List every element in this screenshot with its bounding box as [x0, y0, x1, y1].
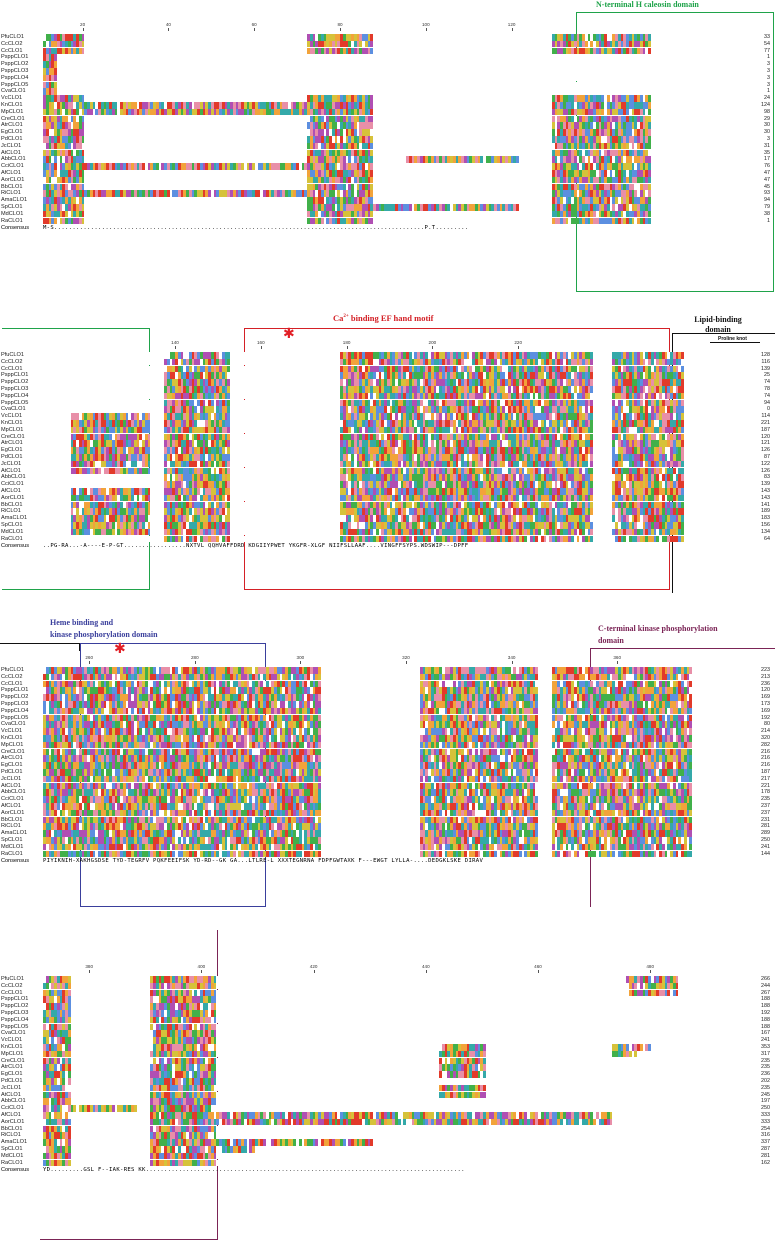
alignment-row	[43, 156, 703, 163]
residue-cell	[700, 48, 703, 55]
residue-cell	[700, 88, 703, 95]
ruler-tick-mark	[426, 28, 427, 31]
residue-cell	[700, 41, 703, 48]
sequence-name: PsppCLO2	[1, 61, 43, 68]
sequence-name: AorCLO1	[1, 177, 43, 184]
ruler-tick-mark	[340, 28, 341, 31]
residue-cell	[700, 61, 703, 68]
alignment-row	[43, 143, 703, 150]
ruler-tick-label: 20	[80, 22, 85, 27]
sequence-name: AbbCLO1	[1, 156, 43, 163]
ruler-tick-mark	[254, 28, 255, 31]
sequence-name: CreCLO1	[1, 116, 43, 123]
alignment-row	[43, 136, 703, 143]
sequence-names	[1, 34, 43, 224]
residue-cell	[700, 109, 703, 116]
sequence-name: CciCLO1	[1, 163, 43, 170]
alignment-panel-1	[0, 0, 775, 290]
alignment-row	[43, 75, 703, 82]
alignment-row	[43, 122, 703, 129]
ruler-tick-mark	[168, 28, 169, 31]
sequence-name: JcCLO1	[1, 143, 43, 150]
sequence-name: PsppCLO5	[1, 82, 43, 89]
residue-cell	[700, 129, 703, 136]
alignment-row	[43, 95, 703, 102]
sequence-name: AmaCLO1	[1, 197, 43, 204]
sequence-matrix	[43, 34, 703, 224]
sequence-name: CcCLO1	[1, 48, 43, 55]
residue-cell	[700, 136, 703, 143]
ruler-tick-label: 40	[166, 22, 171, 27]
alignment-row	[43, 116, 703, 123]
alignment-row	[43, 129, 703, 136]
residue-cell	[700, 82, 703, 89]
sequence-name: KnCLO1	[1, 102, 43, 109]
residue-cell	[700, 156, 703, 163]
alignment-row	[43, 170, 703, 177]
sequence-name: AfCLO1	[1, 170, 43, 177]
sequence-name: PsppCLO1	[1, 54, 43, 61]
alignment-row	[43, 34, 703, 41]
alignment-row	[43, 48, 703, 55]
sequence-name: CvaCLO1	[1, 88, 43, 95]
sequence-name: SpCLO1	[1, 204, 43, 211]
sequence-name: RiCLO1	[1, 190, 43, 197]
n-terminal-domain-label: N-terminal H caleosin domain	[596, 0, 699, 9]
residue-cell	[700, 163, 703, 170]
alignment-row	[43, 54, 703, 61]
alignment-row	[43, 163, 703, 170]
sequence-name: MdCLO1	[1, 211, 43, 218]
sequence-name: MpCLO1	[1, 109, 43, 116]
residue-cell	[700, 95, 703, 102]
ruler-tick-mark	[512, 28, 513, 31]
residue-cell	[700, 122, 703, 129]
position-ruler	[43, 22, 703, 32]
sequence-name: BbCLO1	[1, 184, 43, 191]
ruler-tick-label: 60	[252, 22, 257, 27]
sequence-name: PsppCLO3	[1, 68, 43, 75]
alignment-row	[43, 41, 703, 48]
alignment-row	[43, 68, 703, 75]
residue-cell	[700, 143, 703, 150]
alignment-row	[43, 102, 703, 109]
residue-cell	[700, 34, 703, 41]
sequence-name: CcCLO2	[1, 41, 43, 48]
alignment-row	[43, 150, 703, 157]
sequence-name: PsppCLO4	[1, 75, 43, 82]
sequence-name: PdCLO1	[1, 136, 43, 143]
ruler-tick-label: 80	[337, 22, 342, 27]
alignment-row	[43, 88, 703, 95]
sequence-name: EgCLO1	[1, 129, 43, 136]
ruler-tick-label: 120	[508, 22, 516, 27]
ruler-tick-label: 100	[422, 22, 430, 27]
alignment-row	[43, 82, 703, 89]
sequence-name: VcCLO1	[1, 95, 43, 102]
residue-cell	[700, 102, 703, 109]
residue-cell	[700, 150, 703, 157]
sequence-name: RaCLO1	[1, 218, 43, 225]
residue-cell	[700, 68, 703, 75]
residue-cell	[700, 116, 703, 123]
alignment-row	[43, 61, 703, 68]
sequence-name: AtrCLO1	[1, 122, 43, 129]
ruler-tick-mark	[83, 28, 84, 31]
sequence-name: AtCLO1	[1, 150, 43, 157]
residue-cell	[700, 75, 703, 82]
sequence-name: PfuCLO1	[1, 34, 43, 41]
alignment-row	[43, 109, 703, 116]
residue-cell	[700, 54, 703, 61]
